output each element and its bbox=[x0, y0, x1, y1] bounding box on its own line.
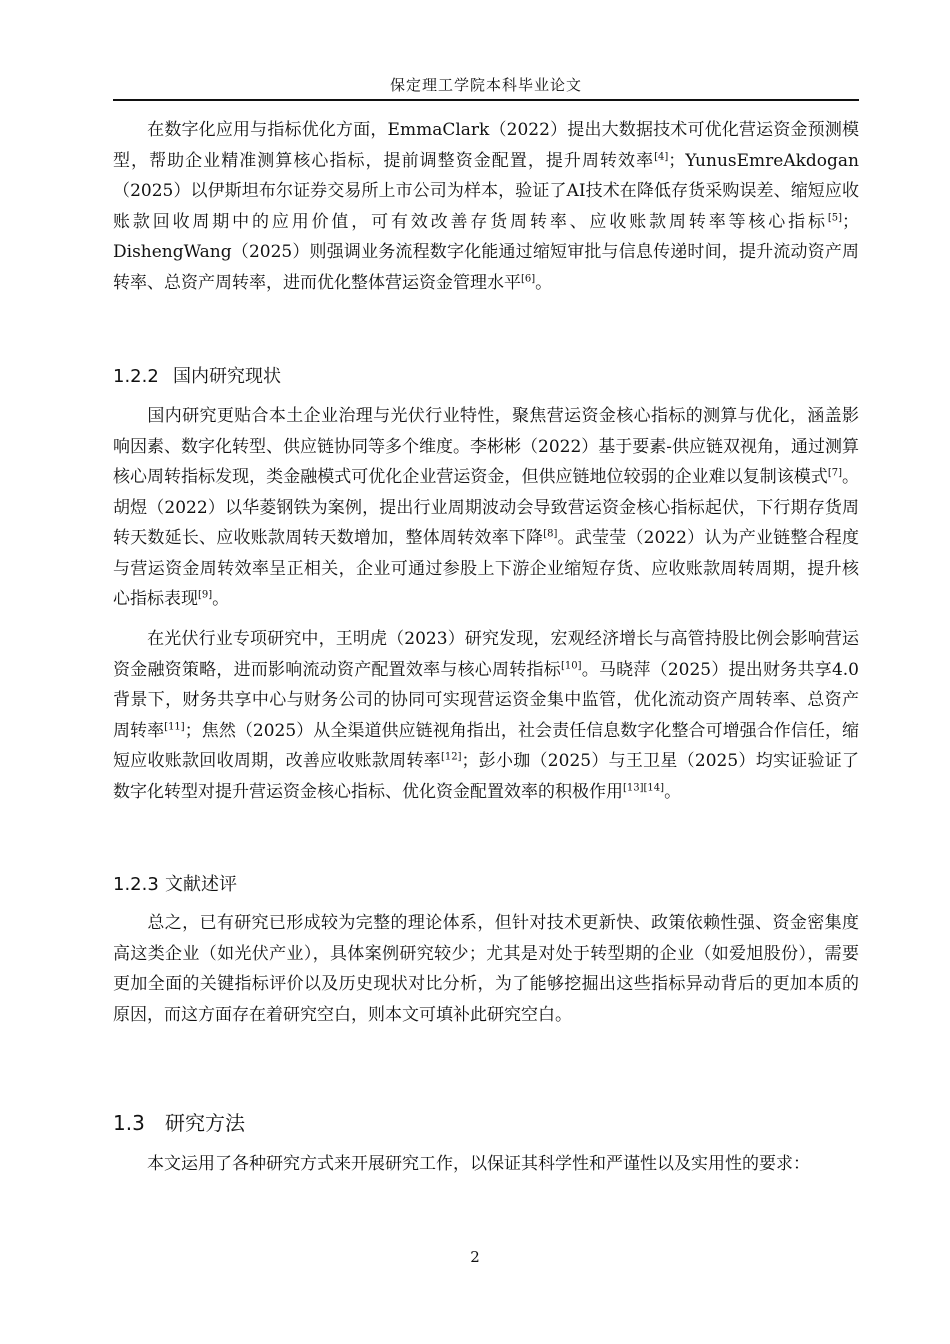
paragraph-text: 在光伏行业专项研究中，王明虎（2023）研究发现，宏观经济增长与高管持股比例会影响营运资金融资策略，进而影响流动资产配置效率与核心周转指标 bbox=[113, 629, 859, 680]
section-title: 研究方法 bbox=[165, 1111, 245, 1135]
page-number: 2 bbox=[470, 1248, 480, 1266]
section-title: 文献述评 bbox=[165, 874, 237, 895]
citation-ref: [13][14] bbox=[623, 781, 665, 793]
citation-ref: [10] bbox=[560, 659, 582, 671]
running-header: 保定理工学院本科毕业论文 bbox=[389, 76, 582, 94]
section-number: 1.2.3 bbox=[113, 874, 159, 895]
paragraph-text: ；彭小珈（2025）与王卫星（2025）均实证验证了数字化转型对提升营运资金核心指标、优化资金配置效率的积极作用 bbox=[113, 751, 859, 802]
paragraph-text: 。胡煜（2022）以华菱钢铁为案例，提出行业周期波动会导致营运资金核心指标起伏，下行期存货周转天数延长、应收账款周转天数增加，整体周转效率下降 bbox=[113, 467, 860, 548]
paragraph-digital-application bbox=[113, 115, 859, 298]
paragraph-text: 国内研究更贴合本土企业治理与光伏行业特性，聚焦营运资金核心指标的测算与优化，涵盖影响因素、数字化转型、供应链协同等多个维度。李彬彬（2022）基于要素-供应链双视角，通过测算核心周转指标发现，类金融模式可优化企业营运资金，但供应链地位较弱的企业难以复制该模式 bbox=[113, 406, 860, 487]
paragraph-text: ；DishengWang（2025）则强调业务流程数字化能通过缩短审批与信息传递时间，提升流动资产周转率、总资产周转率，进而优化整体营运资金管理水平 bbox=[113, 211, 859, 293]
citation-ref: [5] bbox=[827, 211, 842, 223]
citation-ref: [9] bbox=[198, 589, 213, 601]
paragraph-text: 。马晓萍（2025）提出财务共享4.0背景下，财务共享中心与财务公司的协同可实现营运资金集中监管，优化流动资产周转率、总资产周转率 bbox=[113, 659, 859, 741]
paragraph-text: 总之，已有研究已形成较为完整的理论体系，但针对技术更新快、政策依赖性强、资金密集度高这类企业（如光伏产业），具体案例研究较少；尤其是对处于转型期的企业（如爱旭股份），需要更加全面的关键指标评价以及历史现状对比分析，为了能够挖掘出这些指标异动背后的更加本质的原因，而这方面存在着研究空白，则本文可填补此研究空白。 bbox=[113, 913, 859, 1025]
section-title: 国内研究现状 bbox=[173, 366, 281, 387]
section-heading-1-3 bbox=[113, 1107, 245, 1136]
paragraph-research-methods bbox=[113, 1149, 859, 1180]
citation-ref: [4] bbox=[654, 150, 669, 162]
citation-ref: [12] bbox=[440, 751, 462, 763]
paragraph-pv-industry bbox=[113, 624, 859, 807]
section-number: 1.3 bbox=[113, 1111, 145, 1135]
paragraph-text: 在数字化应用与指标优化方面，EmmaClark（2022）提出大数据技术可优化营运资金预测模型，帮助企业精准测算核心指标，提前调整资金配置，提升周转效率 bbox=[113, 120, 859, 171]
citation-ref: [8] bbox=[543, 528, 558, 540]
paragraph-domestic-research bbox=[113, 401, 859, 615]
paragraph-literature-review bbox=[113, 908, 859, 1030]
section-heading-1-2-3 bbox=[113, 870, 237, 896]
section-heading-1-2-2 bbox=[113, 362, 281, 388]
paragraph-text: ；YunusEmreAkdogan（2025）以伊斯坦布尔证券交易所上市公司为样本，验证了AI技术在降低存货采购误差、缩短应收账款回收周期中的应用价值，可有效改善存货周转率、应收账款周转率等核心指标 bbox=[113, 150, 859, 232]
section-number: 1.2.2 bbox=[113, 366, 159, 387]
header-rule bbox=[113, 99, 859, 101]
paragraph-text: 。 bbox=[212, 589, 230, 609]
citation-ref: [11] bbox=[164, 720, 185, 732]
citation-ref: [6] bbox=[521, 272, 536, 284]
paragraph-text: 。武莹莹（2022）认为产业链整合程度与营运资金周转效率呈正相关，企业可通过参股上下游企业缩短存货、应收账款周转周期，提升核心指标表现 bbox=[113, 528, 860, 609]
citation-ref: [7] bbox=[827, 467, 842, 479]
paragraph-text: 本文运用了各种研究方式来开展研究工作，以保证其科学性和严谨性以及实用性的要求： bbox=[147, 1154, 810, 1174]
paragraph-text: ；焦然（2025）从全渠道供应链视角指出，社会责任信息数字化整合可增强合作信任，缩短应收账款回收周期，改善应收账款周转率 bbox=[113, 720, 860, 771]
paragraph-text: 。 bbox=[535, 272, 553, 293]
paragraph-text: 。 bbox=[664, 781, 682, 802]
